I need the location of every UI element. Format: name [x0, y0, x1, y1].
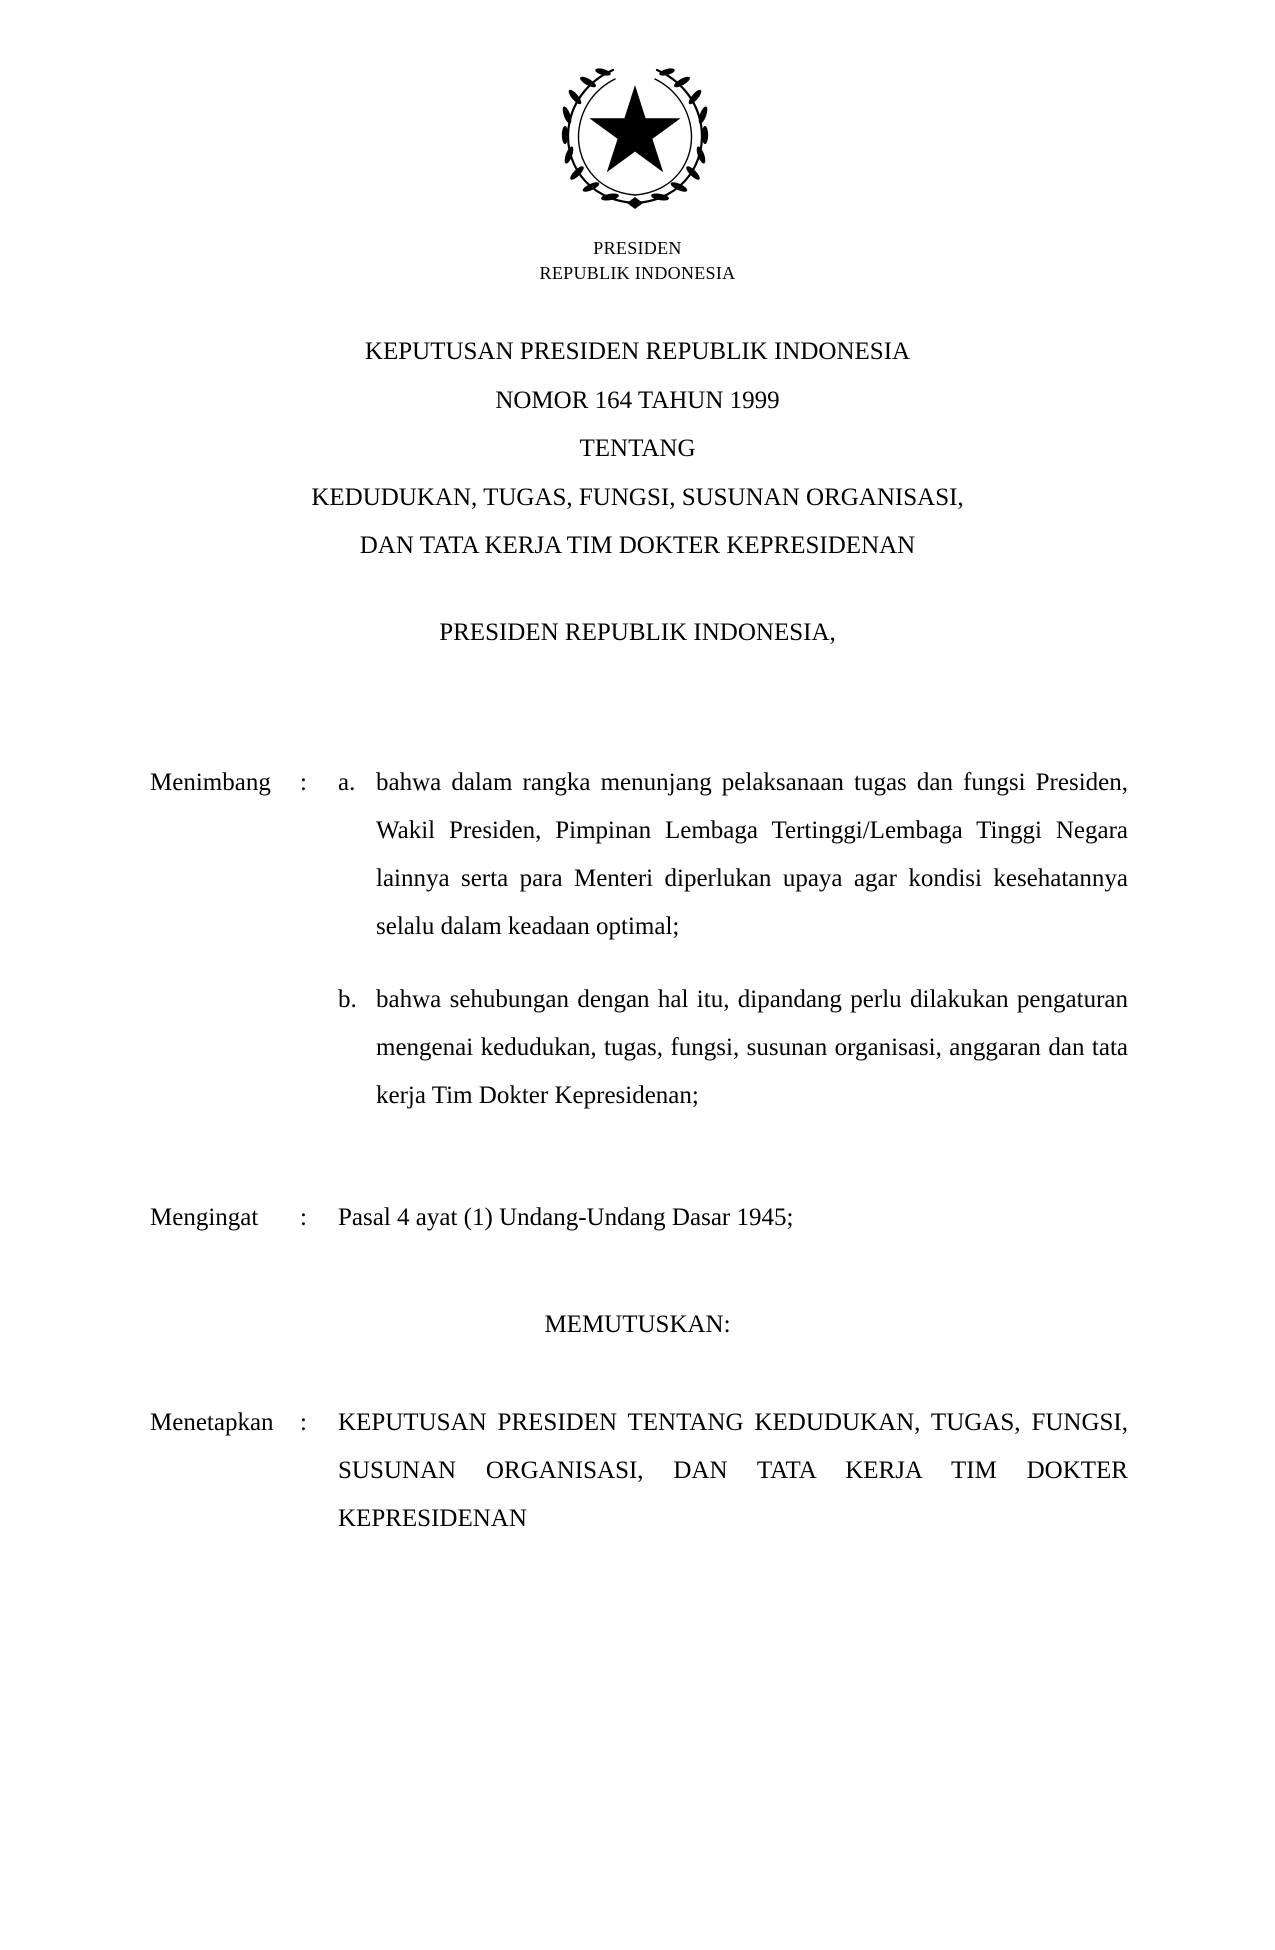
issuer-line-presiden: PRESIDEN — [593, 238, 682, 258]
decree-title-line: KEPUTUSAN PRESIDEN REPUBLIK INDONESIA — [364, 338, 911, 365]
mengingat-text: Pasal 4 ayat (1) Undang-Undang Dasar 1945; — [338, 1204, 794, 1231]
menimbang-label: Menimbang — [150, 769, 271, 796]
menetapkan-label: Menetapkan — [150, 1409, 274, 1436]
menetapkan-text: KEPUTUSAN PRESIDEN TENTANG KEDUDUKAN, TUGAS, FUNGSI, SUSUNAN ORGANISASI, DAN TATA KERJA TIM DOKTER KEPRESIDENAN — [338, 1409, 1128, 1532]
decree-subject-line: KEDUDUKAN, TUGAS, FUNGSI, SUSUNAN ORGANISASI, — [311, 483, 964, 511]
menimbang-item-text: bahwa dalam rangka menunjang pelaksanaan tugas dan fungsi Presiden, Wakil Presiden, Pimpinan Lembaga Tertinggi/Lembaga Tinggi Negara lainnya serta para Menteri diperlukan upaya agar kondisi kesehatannya selalu dalam keadaan optimal; — [376, 769, 1128, 940]
decree-tentang: TENTANG — [579, 435, 696, 462]
menimbang-item-text: bahwa sehubungan dengan hal itu, dipandang perlu dilakukan pengaturan mengenai kedudukan, tugas, fungsi, susunan organisasi, anggaran dan tata kerja Tim Dokter Kepresidenan; — [376, 986, 1128, 1109]
presidential-emblem-icon — [555, 55, 715, 215]
menimbang-colon: : — [300, 769, 307, 796]
menimbang-item-letter: b. — [338, 986, 357, 1013]
menimbang-item-letter: a. — [338, 769, 356, 796]
menetapkan-colon: : — [300, 1409, 307, 1436]
mengingat-label: Mengingat — [150, 1204, 259, 1231]
decree-title — [0, 328, 1275, 571]
enacting-authority: PRESIDEN REPUBLIK INDONESIA, — [439, 619, 836, 646]
issuer-line-republik-indonesia: REPUBLIK INDONESIA — [539, 263, 736, 283]
decree-subject-line: DAN TATA KERJA TIM DOKTER KEPRESIDENAN — [359, 532, 916, 559]
decree-number: NOMOR 164 TAHUN 1999 — [495, 386, 780, 414]
memutuskan-heading: MEMUTUSKAN: — [544, 1311, 731, 1338]
mengingat-colon: : — [300, 1204, 307, 1231]
